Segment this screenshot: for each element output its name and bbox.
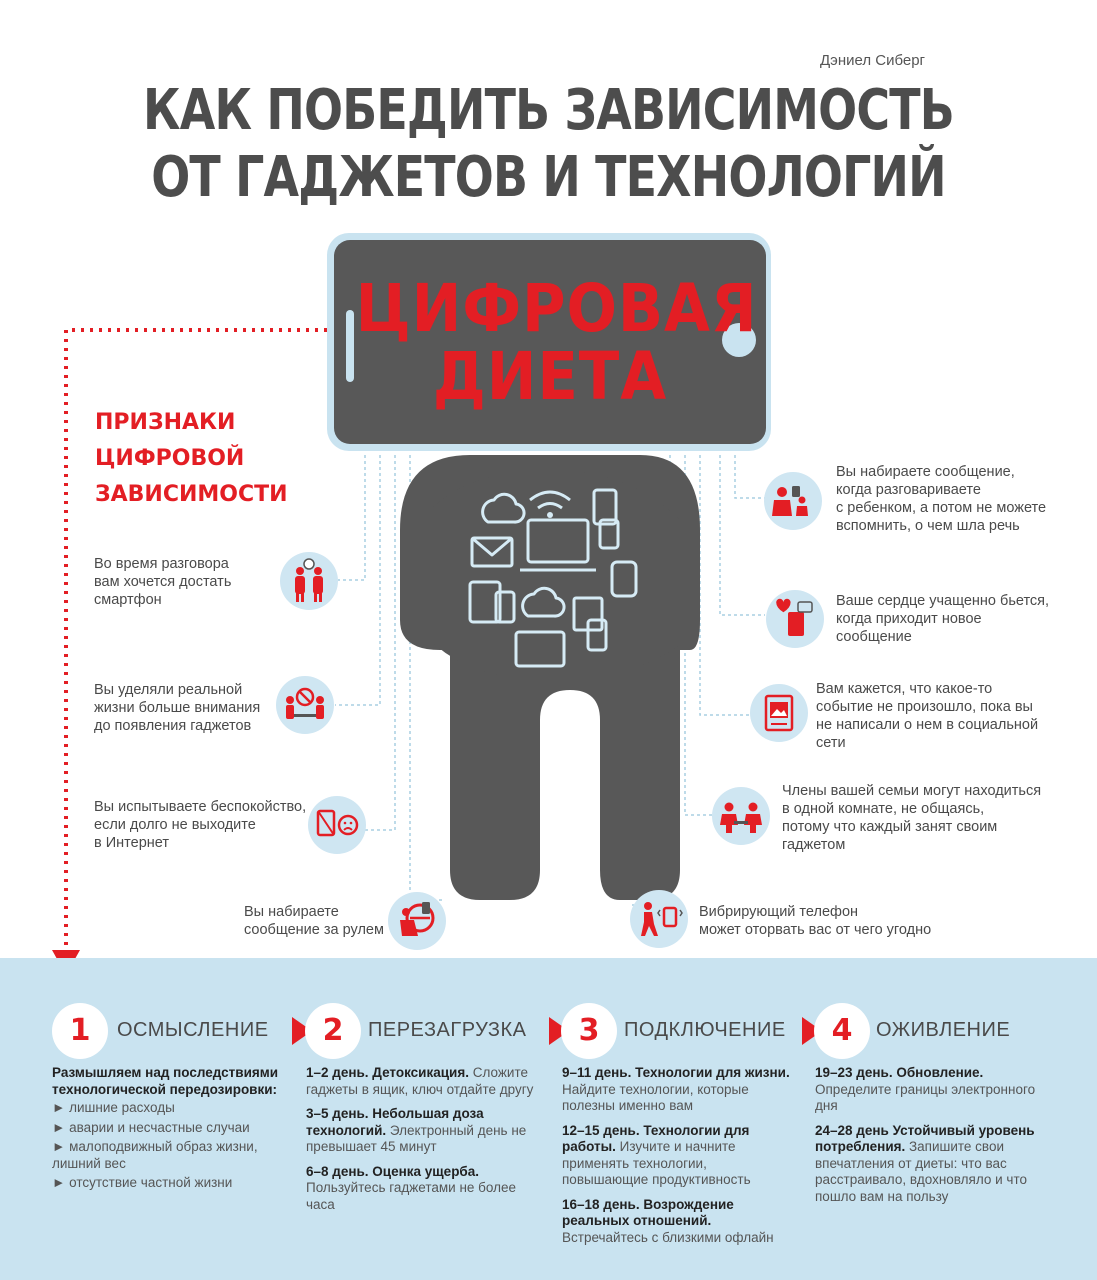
symptom-left-2: Вы уделяли реальной жизни больше внимания до появления гаджетов	[94, 682, 261, 734]
step-4-title: ОЖИВЛЕНИЕ	[876, 1019, 1011, 1041]
step-1-bullet: ► отсутствие частной жизни	[52, 1175, 233, 1190]
step-4-item-1-title: 19–23 день. Обновление.	[815, 1065, 984, 1080]
vibrating-phone-icon	[630, 890, 688, 948]
step-1-bullet-text: малоподвижный образ жизни, лишний вес	[52, 1139, 258, 1171]
step-4-number: 4	[814, 1003, 870, 1059]
social-post-icon	[750, 684, 808, 742]
step-1-number: 1	[52, 1003, 108, 1059]
people-talking-icon	[280, 552, 338, 610]
page-title-line-1: КАК ПОБЕДИТЬ ЗАВИСИМОСТЬ	[143, 78, 954, 143]
step-2-item-2-text: Электронный день не превышает 45 минут	[306, 1122, 527, 1154]
texting-driving-icon	[388, 892, 446, 950]
step-3-content	[562, 1065, 794, 1254]
step-2-item-1-title: 1–2 день. Детоксикация.	[306, 1065, 469, 1080]
step-1-bullet: ► лишние расходы	[52, 1100, 175, 1115]
symptom-left-3: Вы испытываете беспокойство, если долго не выходите в Интернет	[94, 799, 307, 851]
step-1-bullet-text: аварии и несчастные случаи	[69, 1119, 250, 1135]
step-3-item-2-title: 12–15 день. Технологии для работы.	[562, 1122, 750, 1154]
symptom-left-1: Во время разговора вам хочется достать смартфон	[94, 556, 232, 608]
author-name: Дэниел Сиберг	[820, 52, 926, 69]
step-2-item-2-title: 3–5 день. Небольшая доза технологий.	[306, 1106, 484, 1138]
symptom-left-4: Вы набираете сообщение за рулем	[244, 904, 384, 938]
digital-diet-line-2: ДИЕТА	[432, 338, 668, 415]
symptom-right-2: Ваше сердце учащенно бьется, когда приходит новое сообщение	[836, 593, 1050, 645]
digital-diet-line-1: ЦИФРОВАЯ	[355, 270, 758, 347]
symptom-right-5: Вибрирующий телефон может оторвать вас от чего угодно	[699, 904, 932, 938]
step-3-item-1-text: Найдите технологии, которые полезны именно вам	[562, 1081, 749, 1113]
step-1-content	[52, 1065, 292, 1192]
step-2-item-3-title: 6–8 день. Оценка ущерба.	[306, 1163, 480, 1179]
step-3-title: ПОДКЛЮЧЕНИЕ	[624, 1019, 786, 1041]
symptom-right-4: Члены вашей семьи могут находиться в одной комнате, не общаясь, потому что каждый занят своим гаджетом	[782, 783, 1042, 853]
step-2-title: ПЕРЕЗАГРУЗКА	[368, 1019, 527, 1041]
step-1-bullet: ► малоподвижный образ жизни, лишний вес	[52, 1139, 258, 1171]
signs-heading: ПРИЗНАКИ ЦИФРОВОЙ ЗАВИСИМОСТИ	[95, 410, 288, 507]
no-gadgets-icon	[276, 676, 334, 734]
step-3-item-1-title: 9–11 день. Технологии для жизни.	[562, 1065, 790, 1080]
page-title-line-2: ОТ ГАДЖЕТОВ И ТЕХНОЛОГИЙ	[151, 145, 946, 210]
red-arrow-icon	[52, 950, 80, 958]
family-gadgets-icon	[712, 787, 770, 845]
symptom-right-3: Вам кажется, что какое-то событие не произошло, пока вы не написали о нем в социальной сети	[816, 681, 1039, 751]
parent-child-icon	[764, 472, 822, 530]
step-1-title: ОСМЫСЛЕНИЕ	[117, 1019, 269, 1041]
step-3-number: 3	[561, 1003, 617, 1059]
step-3-item-3-title: 16–18 день. Возрождение реальных отношений.	[562, 1196, 734, 1228]
step-2-item-1-text: Сложите гаджеты в ящик, ключ отдайте другу	[306, 1065, 534, 1097]
heart-message-icon	[766, 590, 824, 648]
sad-offline-icon	[308, 796, 366, 854]
step-2-item-3-text: Пользуйтесь гаджетами не более часа	[306, 1180, 516, 1212]
phone-slot	[346, 310, 354, 382]
step-4-item-2-text: Запишите свои впечатления от диеты: что вас расстраивало, вдохновляло и что пошло вам на пользу	[815, 1139, 1027, 1204]
step-3-item-2-text: Изучите и начните применять технологии, повышающие продуктивность	[562, 1139, 751, 1187]
symptom-right-1: Вы набираете сообщение, когда разговариваете с ребенком, а потом не можете вспомнить, о чем шла речь	[836, 464, 1047, 534]
step-1-bullet-text: лишние расходы	[69, 1100, 175, 1115]
step-1-bullet: ► аварии и несчастные случаи	[52, 1119, 250, 1135]
step-4-content	[815, 1065, 1037, 1213]
step-2-content	[306, 1065, 538, 1221]
step-4-item-2-title: 24–28 день Устойчивый уровень потребления.	[815, 1122, 1035, 1154]
step-3-item-3-text: Встречайтесь с близкими офлайн	[562, 1229, 774, 1245]
step-2-number: 2	[305, 1003, 361, 1059]
step-4-item-1-text: Определите границы электронного дня	[815, 1081, 1036, 1113]
step-1-intro: Размышляем над последствиями технологической передозировки:	[52, 1065, 279, 1097]
step-1-bullet-text: отсутствие частной жизни	[69, 1175, 233, 1190]
